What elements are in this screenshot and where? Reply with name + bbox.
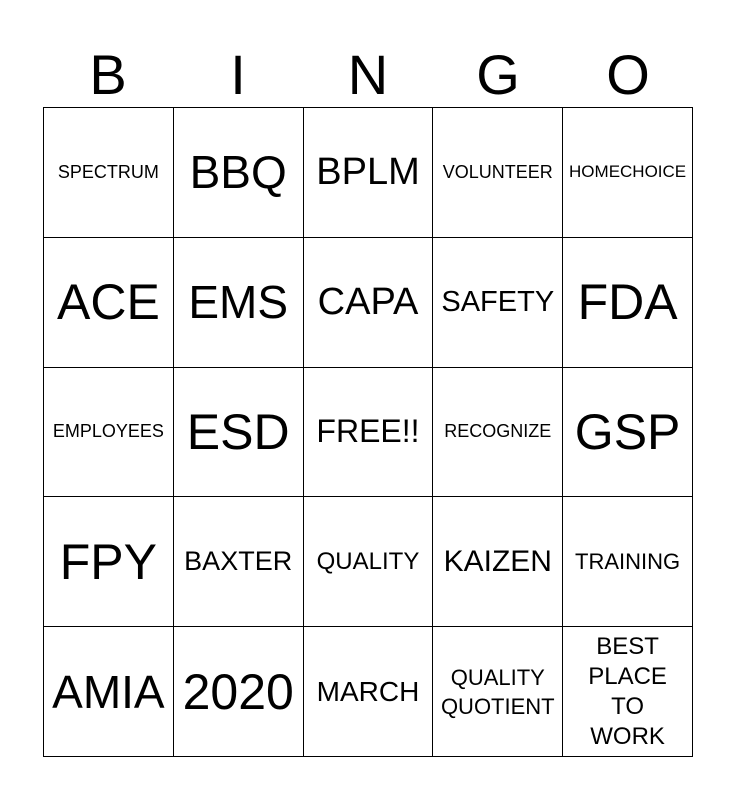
header-letter-i: I: [230, 43, 246, 106]
cell-text: RECOGNIZE: [444, 421, 552, 442]
cell-text: HOMECHOICE: [569, 162, 687, 182]
cell-text: AMIA: [52, 665, 165, 718]
bingo-cell[interactable]: [44, 238, 174, 368]
bingo-cell[interactable]: [44, 108, 174, 238]
cell-text: BBQ: [189, 146, 287, 199]
header-letter-g: G: [476, 43, 520, 106]
bingo-cell[interactable]: [433, 368, 563, 498]
bingo-cell[interactable]: [174, 497, 304, 627]
bingo-cell[interactable]: [304, 497, 434, 627]
cell-text: KAIZEN: [443, 544, 552, 578]
cell-text: BPLM: [316, 150, 420, 193]
cell-text: EMPLOYEES: [52, 421, 164, 442]
bingo-card-grid: [43, 107, 693, 757]
cell-text: 2020: [182, 663, 294, 720]
bingo-cell[interactable]: [563, 238, 693, 368]
cell-text: SAFETY: [441, 285, 555, 318]
bingo-cell[interactable]: [174, 238, 304, 368]
cell-text: FPY: [59, 533, 158, 590]
cell-text: FREE!!: [316, 413, 420, 450]
cell-text: BAXTER: [184, 546, 293, 577]
cell-text: VOLUNTEER: [442, 161, 553, 182]
bingo-cell[interactable]: [44, 627, 174, 757]
bingo-cell[interactable]: [563, 108, 693, 238]
cell-text: TRAINING: [575, 548, 681, 574]
cell-text: QUALITY QUOTIENT: [440, 664, 555, 719]
bingo-cell[interactable]: [174, 627, 304, 757]
bingo-cell[interactable]: [433, 108, 563, 238]
header-letter-o: O: [606, 43, 650, 106]
bingo-cell[interactable]: [174, 108, 304, 238]
bingo-cell[interactable]: [563, 368, 693, 498]
bingo-cell[interactable]: [563, 627, 693, 757]
cell-text: ACE: [56, 274, 160, 331]
cell-text: QUALITY: [316, 547, 420, 575]
header-letter-n: N: [347, 43, 389, 106]
cell-text: FDA: [577, 274, 678, 331]
cell-text: BEST PLACE TO WORK: [588, 632, 667, 750]
bingo-cell[interactable]: [44, 368, 174, 498]
bingo-cell[interactable]: [304, 108, 434, 238]
cell-text: EMS: [188, 276, 289, 329]
cell-text: CAPA: [317, 280, 419, 323]
header-letter-b: B: [89, 43, 127, 106]
bingo-cell[interactable]: [433, 238, 563, 368]
cell-text: ESD: [186, 403, 290, 460]
bingo-cell[interactable]: [304, 368, 434, 498]
cell-text: SPECTRUM: [57, 161, 159, 182]
cell-text: GSP: [574, 403, 681, 460]
bingo-cell[interactable]: [304, 627, 434, 757]
bingo-cell[interactable]: [563, 497, 693, 627]
bingo-cell[interactable]: [44, 497, 174, 627]
cell-text: MARCH: [316, 675, 420, 707]
bingo-cell[interactable]: [433, 497, 563, 627]
bingo-cell[interactable]: [174, 368, 304, 498]
bingo-header: [43, 42, 693, 108]
bingo-cell[interactable]: [433, 627, 563, 757]
bingo-cell[interactable]: [304, 238, 434, 368]
